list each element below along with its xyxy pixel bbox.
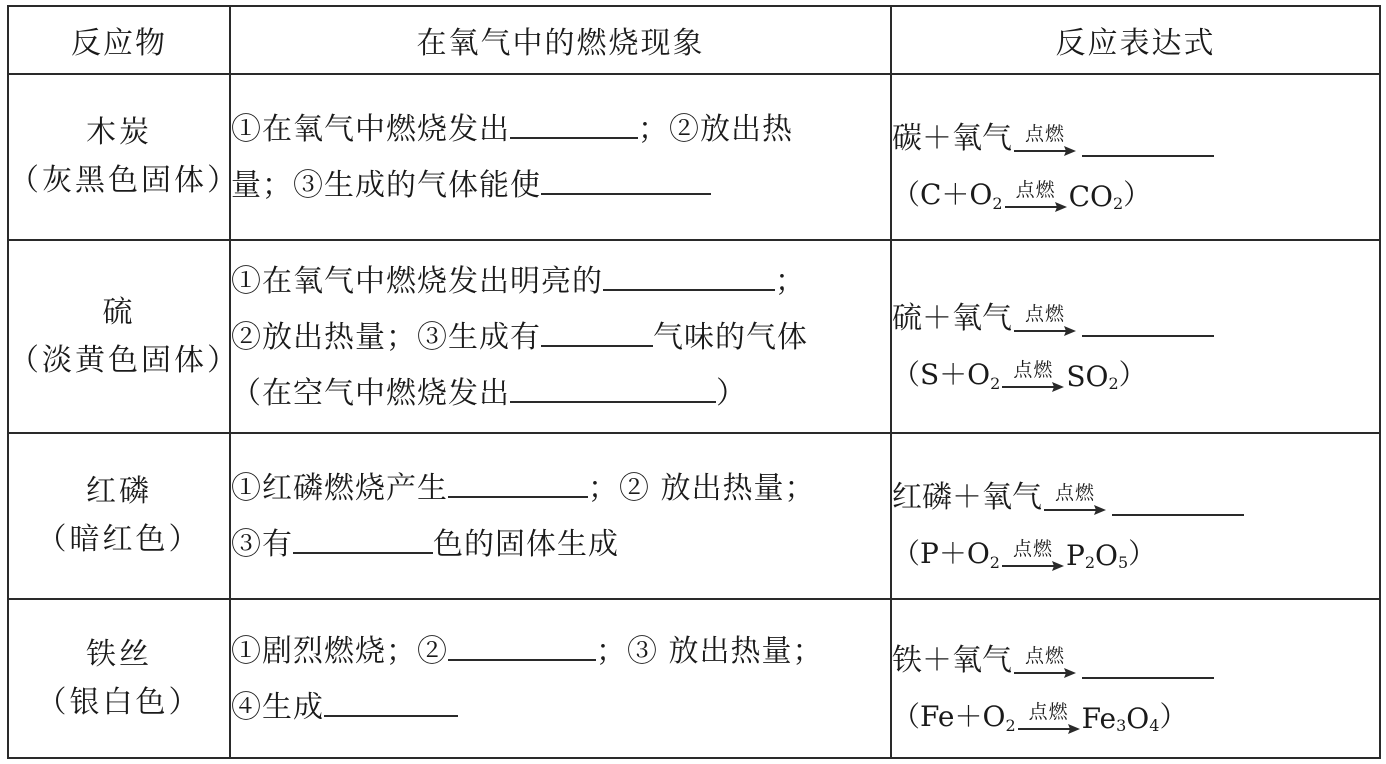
- answer-blank[interactable]: [1082, 647, 1214, 679]
- condition-label: 点燃: [1024, 302, 1065, 325]
- answer-blank[interactable]: [324, 679, 458, 717]
- phenomenon-text: ③有: [231, 527, 293, 562]
- reactant-cell: [8, 433, 230, 599]
- product: O: [1095, 539, 1118, 572]
- formula-open: （C＋O: [892, 178, 993, 211]
- condition-label: 点燃: [1013, 358, 1054, 381]
- subscript: 2: [992, 194, 1003, 213]
- phenomenon-text: ④生成: [231, 689, 324, 725]
- subscript: 4: [1149, 715, 1160, 735]
- equation-cell: [891, 74, 1380, 240]
- phenomenon-text: ①在氧气中燃烧发出明亮的: [231, 263, 603, 299]
- header-row: [8, 6, 1380, 74]
- condition-label: 点燃: [1028, 700, 1069, 723]
- phenomenon-text: ①剧烈燃烧；②: [231, 633, 448, 669]
- reactant-note: （暗红色）: [36, 522, 202, 557]
- arrow-icon: [1014, 645, 1076, 679]
- phenomenon-text: 气味的气体: [653, 319, 808, 355]
- condition-label: 点燃: [1024, 644, 1065, 667]
- product: CO: [1068, 180, 1113, 213]
- word-equation: 铁＋氧气: [892, 642, 1012, 678]
- arrow-icon: [1014, 303, 1076, 337]
- product: SO: [1066, 359, 1109, 393]
- phenomenon-cell: [230, 74, 891, 240]
- formula-open: （P＋O: [892, 537, 990, 570]
- product: O: [1126, 701, 1150, 735]
- subscript: 2: [1108, 373, 1119, 393]
- subscript: 2: [1005, 715, 1016, 735]
- answer-blank[interactable]: [1082, 125, 1214, 157]
- subscript: 5: [1117, 553, 1129, 572]
- reactant-name: 红磷: [86, 474, 152, 509]
- phenomenon-text: 量；③生成的气体能使: [231, 168, 541, 203]
- formula-close: ）: [1118, 357, 1147, 391]
- answer-blank[interactable]: [603, 253, 775, 291]
- reactant-note: （灰黑色固体）: [9, 163, 240, 198]
- equation-cell: [891, 240, 1380, 433]
- arrow-icon: [1014, 123, 1076, 157]
- phenomenon-text: ；②放出热: [638, 112, 793, 147]
- subscript: 3: [1116, 715, 1127, 735]
- formula-open: （Fe＋O: [892, 699, 1006, 733]
- subscript: 2: [1084, 553, 1096, 572]
- word-equation: 红磷＋氧气: [892, 480, 1042, 515]
- condition-label: 点燃: [1024, 123, 1065, 145]
- phenomenon-cell: [230, 599, 891, 758]
- condition-label: 点燃: [1012, 538, 1053, 560]
- arrow-icon: [1002, 359, 1064, 393]
- table-row: [8, 74, 1380, 240]
- product: Fe: [1081, 701, 1117, 735]
- header-equation: 反应表达式: [891, 6, 1380, 74]
- phenomenon-cell: [230, 433, 891, 599]
- phenomenon-text: ）: [716, 375, 747, 411]
- phenomenon-text: ；③ 放出热量；: [596, 633, 824, 669]
- product: P: [1065, 539, 1085, 572]
- reactant-note: （淡黄色固体）: [9, 342, 240, 378]
- arrow-icon: [1018, 701, 1080, 735]
- header-phenomenon: 在氧气中的燃烧现象: [230, 6, 891, 74]
- answer-blank[interactable]: [1112, 484, 1244, 516]
- answer-blank[interactable]: [541, 309, 653, 347]
- reactant-name: 铁丝: [86, 636, 152, 672]
- equation-cell: [891, 433, 1380, 599]
- reactant-name: 硫: [102, 294, 136, 330]
- answer-blank[interactable]: [448, 623, 596, 661]
- reactant-note: （银白色）: [36, 684, 202, 720]
- arrow-icon: [1044, 482, 1106, 516]
- reactant-name: 木炭: [86, 115, 152, 150]
- table-row: [8, 240, 1380, 433]
- word-equation: 碳＋氧气: [892, 121, 1012, 156]
- formula-close: ）: [1128, 537, 1157, 570]
- reactant-cell: [8, 74, 240, 240]
- phenomenon-text: ；: [775, 263, 806, 299]
- phenomenon-text: 色的固体生成: [433, 527, 619, 562]
- reactant-cell: [8, 599, 230, 758]
- phenomenon-text: ②放出热量；③生成有: [231, 319, 541, 355]
- formula-open: （S＋O: [892, 357, 991, 391]
- word-equation: 硫＋氧气: [892, 300, 1012, 336]
- arrow-icon: [1005, 179, 1067, 213]
- answer-blank[interactable]: [293, 516, 433, 554]
- answer-blank[interactable]: [1082, 305, 1214, 337]
- phenomenon-text: ①红磷燃烧产生: [231, 471, 448, 506]
- table-row: [8, 433, 1380, 599]
- table-row: [8, 599, 1380, 758]
- answer-blank[interactable]: [510, 365, 716, 403]
- phenomenon-cell: [230, 240, 891, 433]
- phenomenon-text: （在空气中燃烧发出: [231, 375, 510, 411]
- phenomenon-text: ；② 放出热量；: [588, 471, 816, 506]
- reactant-cell: [8, 240, 240, 433]
- answer-blank[interactable]: [448, 460, 588, 498]
- formula-close: ）: [1159, 699, 1188, 733]
- arrow-icon: [1002, 538, 1064, 572]
- condition-label: 点燃: [1015, 179, 1056, 201]
- subscript: 2: [989, 553, 1000, 572]
- reaction-table: [7, 5, 1381, 759]
- answer-blank[interactable]: [510, 101, 638, 139]
- phenomenon-text: ①在氧气中燃烧发出: [231, 112, 510, 147]
- condition-label: 点燃: [1054, 482, 1095, 504]
- formula-close: ）: [1123, 178, 1152, 211]
- subscript: 2: [990, 373, 1001, 393]
- header-reactant: 反应物: [8, 6, 230, 74]
- answer-blank[interactable]: [541, 157, 711, 195]
- subscript: 2: [1112, 194, 1124, 213]
- equation-cell: [891, 599, 1380, 758]
